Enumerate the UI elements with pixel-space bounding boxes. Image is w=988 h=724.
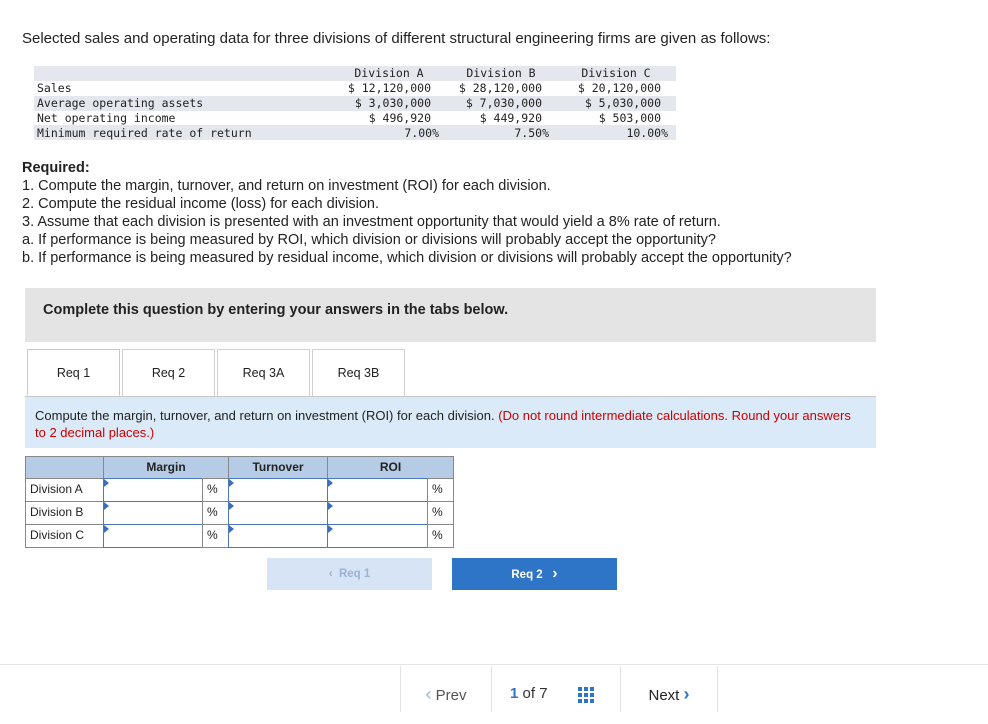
tab-req-3a[interactable]: Req 3A [217, 349, 310, 396]
next-req-label: Req 2 [511, 569, 543, 581]
required-line-3a: a. If performance is being measured by ROI, which division or divisions will probably accept the opportunity? [22, 232, 716, 248]
row-label-min-rate: Minimum required rate of return [37, 126, 252, 140]
banner-text: Complete this question by entering your answers in the tabs below. [43, 302, 509, 318]
footer-next-button[interactable] [620, 666, 718, 712]
chevron-left-icon: ‹ [425, 684, 432, 704]
roi-header: ROI [327, 456, 454, 479]
roi-input-a[interactable] [327, 478, 428, 502]
cell-marker-icon [104, 479, 109, 487]
cell-marker-icon [229, 479, 234, 487]
roi-input-c[interactable] [327, 524, 428, 548]
roi-input-b[interactable] [327, 501, 428, 525]
rate-b: 7.50% [514, 126, 549, 140]
required-line-1: 1. Compute the margin, turnover, and return on investment (ROI) for each division. [22, 178, 551, 194]
footer-divider [0, 664, 988, 665]
question-instruction [25, 397, 876, 448]
page-of: of [522, 685, 536, 702]
margin-input-a[interactable] [103, 478, 203, 502]
assets-a: $ 3,030,000 [354, 96, 431, 110]
instructions-banner [25, 288, 876, 342]
data-table [34, 66, 676, 140]
row-division-b: Division B [25, 501, 104, 525]
required-heading: Required: [22, 160, 90, 176]
noi-c: $ 503,000 [598, 111, 661, 125]
division-a-header: Division A [354, 66, 424, 80]
turnover-header: Turnover [228, 456, 328, 479]
page-indicator [510, 666, 548, 712]
chevron-right-icon: › [683, 684, 690, 704]
margin-header: Margin [103, 456, 229, 479]
required-section [22, 159, 792, 267]
required-line-2: 2. Compute the residual income (loss) for each division. [22, 196, 380, 212]
margin-input-c[interactable] [103, 524, 203, 548]
required-line-3: 3. Assume that each division is presented with an investment opportunity that would yield a 8% rate of return. [22, 214, 721, 230]
prev-req-button[interactable] [267, 558, 432, 590]
grid-icon[interactable] [578, 687, 594, 703]
assets-b: $ 7,030,000 [465, 96, 542, 110]
roi-percent-a: % [427, 478, 454, 502]
rate-a: 7.00% [404, 126, 439, 140]
cell-marker-icon [328, 525, 333, 533]
turnover-input-a[interactable] [228, 478, 328, 502]
margin-percent-b: % [202, 501, 229, 525]
row-label-noi: Net operating income [37, 111, 176, 125]
chevron-left-icon: ‹ [328, 568, 333, 580]
row-label-assets: Average operating assets [37, 96, 204, 110]
division-b-header: Division B [466, 66, 536, 80]
tab-req-1[interactable]: Req 1 [27, 349, 120, 396]
sales-c: $ 20,120,000 [577, 81, 661, 95]
footer-prev-button[interactable] [400, 666, 492, 712]
instruction-main: Compute the margin, turnover, and return on investment (ROI) for each division. [35, 408, 495, 423]
instruction-note: (Do not round intermediate calculations. Round your answers to 2 decimal places.) [35, 408, 851, 440]
sales-a: $ 12,120,000 [347, 81, 431, 95]
rate-c: 10.00% [626, 126, 668, 140]
cell-marker-icon [229, 502, 234, 510]
turnover-input-b[interactable] [228, 501, 328, 525]
cell-marker-icon [328, 479, 333, 487]
noi-b: $ 449,920 [479, 111, 542, 125]
cell-marker-icon [229, 525, 234, 533]
division-c-header: Division C [581, 66, 651, 80]
sales-b: $ 28,120,000 [458, 81, 542, 95]
footer-next-label: Next [648, 687, 680, 704]
roi-percent-c: % [427, 524, 454, 548]
tab-req-3b[interactable]: Req 3B [312, 349, 405, 396]
margin-input-b[interactable] [103, 501, 203, 525]
blank-header [25, 456, 104, 479]
roi-percent-b: % [427, 501, 454, 525]
row-division-c: Division C [25, 524, 104, 548]
noi-a: $ 496,920 [368, 111, 431, 125]
margin-percent-a: % [202, 478, 229, 502]
tab-req-2[interactable]: Req 2 [122, 349, 215, 396]
next-req-button[interactable] [452, 558, 617, 590]
row-division-a: Division A [25, 478, 104, 502]
margin-percent-c: % [202, 524, 229, 548]
assets-c: $ 5,030,000 [584, 96, 661, 110]
intro-text: Selected sales and operating data for three divisions of different structural engineering firms are given as follows: [22, 30, 771, 47]
required-line-3b: b. If performance is being measured by residual income, which division or divisions will probably accept the opportunity? [22, 250, 792, 266]
footer-prev-label: Prev [435, 687, 467, 704]
prev-req-label: Req 1 [338, 568, 371, 580]
cell-marker-icon [104, 502, 109, 510]
turnover-input-c[interactable] [228, 524, 328, 548]
page-total: 7 [539, 685, 548, 702]
page-current: 1 [510, 685, 519, 702]
cell-marker-icon [104, 525, 109, 533]
chevron-right-icon: › [552, 565, 558, 582]
row-label-sales: Sales [37, 81, 72, 95]
cell-marker-icon [328, 502, 333, 510]
